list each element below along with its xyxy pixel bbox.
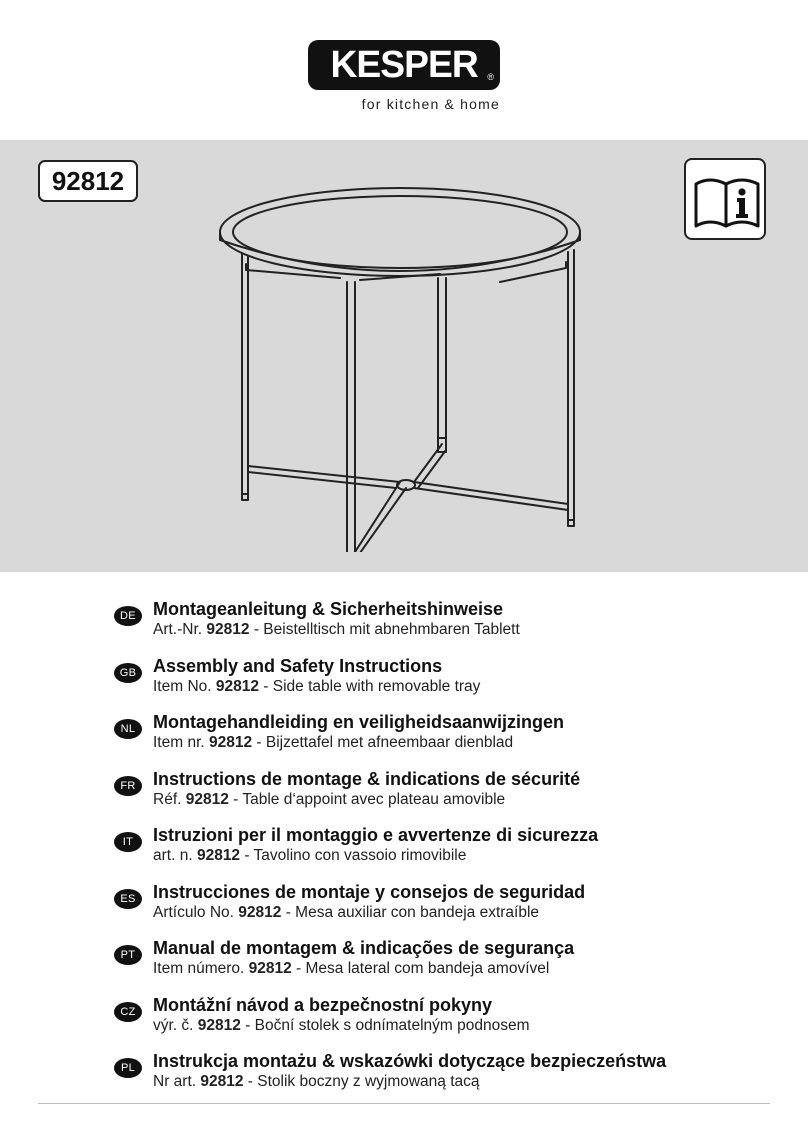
- lang-row-es: [114, 879, 754, 936]
- registered-mark: ®: [487, 72, 494, 82]
- lang-subtitle: Art.-Nr. 92812 - Beistelltisch mit abnehmbaren Tablett: [153, 621, 520, 638]
- brand-name: KESPER: [330, 43, 478, 86]
- lang-row-pl: [114, 1048, 754, 1105]
- lang-row-fr: [114, 766, 754, 823]
- lang-title: Montageanleitung & Sicherheitshinweise: [153, 599, 504, 619]
- lang-subtitle: Réf. 92812 - Table d‘appoint avec plateau amovible: [153, 790, 506, 808]
- header: [0, 0, 808, 140]
- lang-row-nl: [114, 709, 754, 766]
- lang-title: Instructions de montage & indications de sécurité: [153, 768, 581, 789]
- lang-badge: CZ: [114, 1002, 142, 1022]
- lang-badge: IT: [114, 832, 142, 852]
- footer-divider: [38, 1103, 770, 1104]
- lang-badge: DE: [114, 606, 142, 626]
- lang-subtitle: Item No. 92812 - Side table with removable tray: [153, 677, 481, 695]
- cover-band: [0, 140, 808, 572]
- article-number-box: 92812: [38, 160, 138, 202]
- manual-info-icon: [684, 158, 766, 240]
- lang-title: Instrukcja montażu & wskazówki dotyczące bezpieczeństwa: [153, 1051, 667, 1071]
- brand-logo: [308, 40, 500, 90]
- brand-tagline: for kitchen & home: [361, 96, 500, 112]
- lang-subtitle: Nr art. 92812 - Stolik boczny z wyjmowaną tacą: [153, 1073, 480, 1090]
- language-list: [114, 596, 754, 1105]
- lang-badge: ES: [114, 889, 142, 909]
- book-info-icon: [686, 160, 768, 242]
- lang-row-cz: [114, 992, 754, 1049]
- lang-subtitle: art. n. 92812 - Tavolino con vassoio rimovibile: [153, 847, 467, 864]
- lang-title: Manual de montagem & indicações de segurança: [153, 938, 575, 958]
- lang-title: Montagehandleiding en veiligheidsaanwijzingen: [153, 712, 565, 732]
- lang-title: Instrucciones de montaje y consejos de seguridad: [153, 881, 586, 902]
- lang-badge: PT: [114, 945, 142, 965]
- lang-badge: FR: [114, 776, 142, 796]
- lang-subtitle: Artículo No. 92812 - Mesa auxiliar con bandeja extraíble: [153, 903, 540, 921]
- lang-row-pt: [114, 935, 754, 992]
- lang-row-gb: [114, 653, 754, 710]
- lang-title: Istruzioni per il montaggio e avvertenze di sicurezza: [153, 825, 599, 845]
- lang-subtitle: Item nr. 92812 - Bijzettafel met afneembaar dienblad: [153, 734, 514, 751]
- lang-subtitle: výr. č. 92812 - Boční stolek s odnímatelným podnosem: [153, 1016, 530, 1034]
- lang-row-de: [114, 596, 754, 653]
- lang-badge: GB: [114, 663, 142, 683]
- lang-subtitle: Item número. 92812 - Mesa lateral com bandeja amovível: [153, 960, 550, 977]
- lang-badge: PL: [114, 1058, 142, 1078]
- table-illustration: [210, 182, 590, 552]
- lang-row-it: [114, 822, 754, 879]
- lang-title: Montážní návod a bezpečnostní pokyny: [153, 994, 493, 1015]
- lang-badge: NL: [114, 719, 142, 739]
- lang-title: Assembly and Safety Instructions: [153, 655, 443, 676]
